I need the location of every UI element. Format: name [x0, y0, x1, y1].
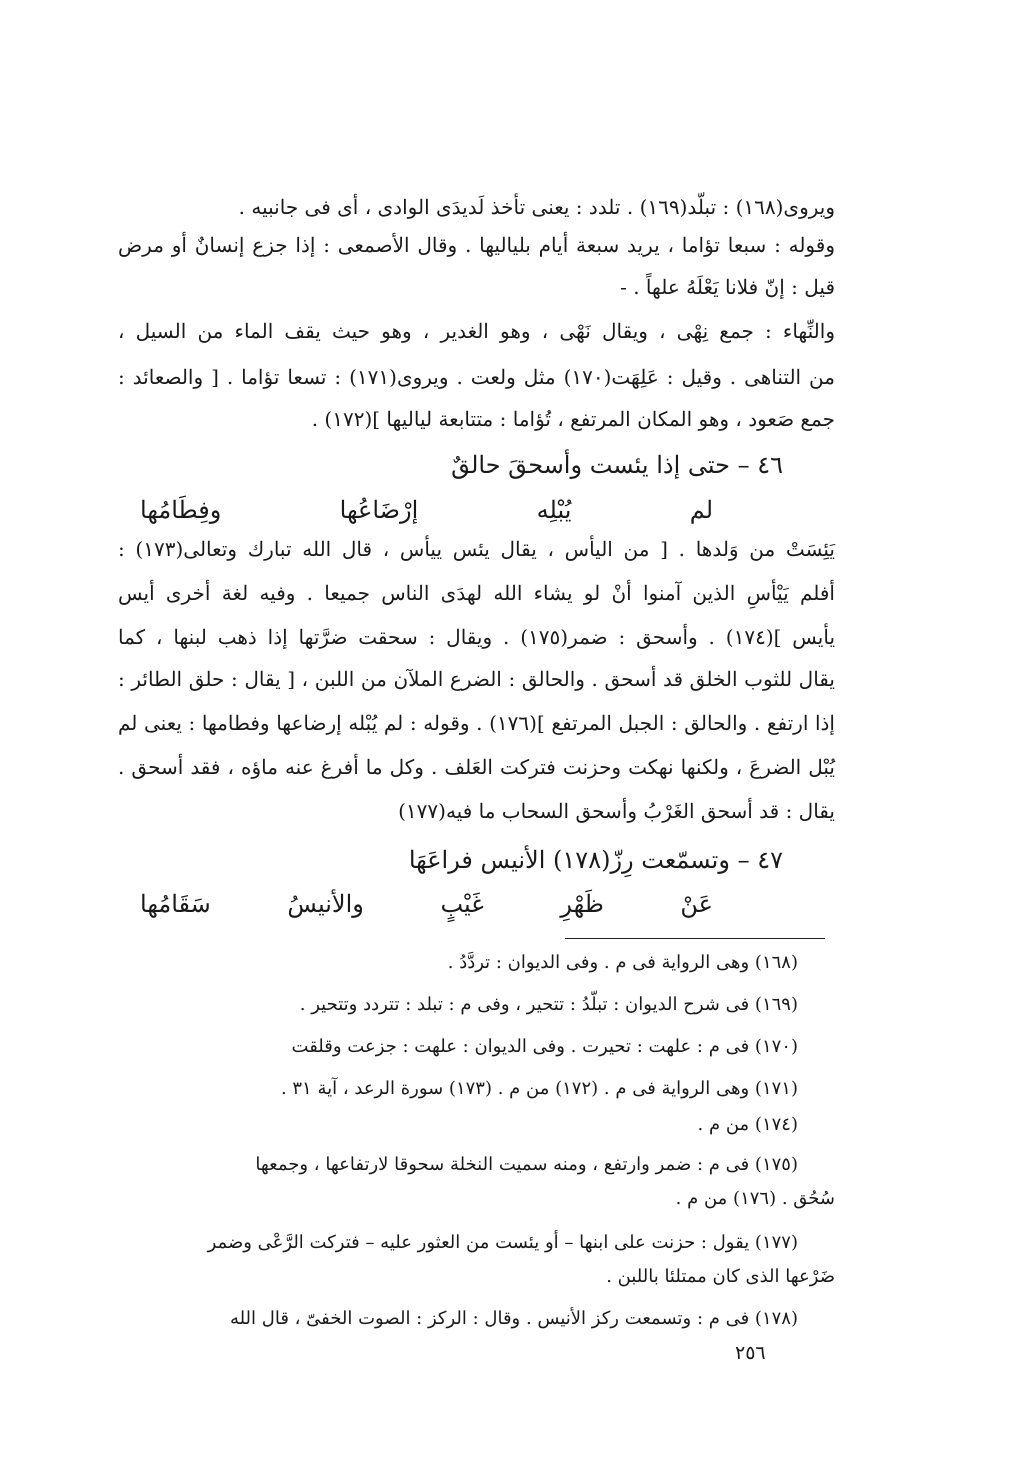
- body-line: جمع صَعود ، وهو المكان المرتفع ، تُؤاما : متتابعة لياليها ](١٧٢) .: [311, 407, 835, 431]
- commentary-line: أفلم يَيْأسِ الذين آمنوا أنْ لو يشاء الله لهدَى الناس جميعا . وفيه لغة أخرى أيس: [118, 581, 835, 605]
- commentary-line: يقال : قد أسحق الغَرْبُ وأسحق السحاب ما فيه(١٧٧): [398, 799, 835, 823]
- commentary-line: يَئِسَتْ من وَلدها . [ من اليأس ، يقال يئس ييأس ، قال الله تبارك وتعالى(١٧٣) :: [118, 537, 835, 561]
- footnote: (١٦٩) فى شرح الديوان : تبلّدُ : تتحير ، وفى م : تبلد : تتردد وتتحير .: [299, 994, 798, 1015]
- footnote: (١٧٧) يقول : حزنت على ابنها – أو يئست من العثور عليه – فتركت الرَّعْى وضمر: [207, 1232, 798, 1253]
- body-line: ويروى(١٦٨) : تبلّد(١٦٩) . تلدد : يعنى تأخذ لَديدَى الوادى ، أى فى جانبيه .: [238, 195, 835, 219]
- footnote: (١٧٠) فى م : علهت : تحيرت . وفى الديوان : علهت : جزعت وقلقت: [291, 1036, 798, 1057]
- footnote-continuation: سُحُق . (١٧٦) من م .: [675, 1188, 835, 1209]
- footnote: (١٧٤) من م .: [697, 1114, 798, 1135]
- commentary-line: يأيس ](١٧٤) . وأسحق : ضمر(١٧٥) . ويقال : سحقت ضرَّتها إذا ذهب لبنها ، كما: [118, 625, 836, 649]
- verse-46-second-hemistich: لم يُبْلِه إرْضَاعُها وفِطَامُها: [140, 496, 713, 524]
- commentary-line: إذا ارتفع . والحالق : الجبل المرتفع ](١٧٦) . وقوله : لم يُبْله إرضاعها وفطامها : يعنى لم: [118, 711, 835, 735]
- footnote: (١٧١) وهى الرواية فى م . (١٧٢) من م . (١٧٣) سورة الرعد ، آية ٣١ .: [280, 1078, 798, 1099]
- verse-47-second-hemistich: عَنْ ظَهْرِ غَيْبٍ والأنيسُ سَقَامُها: [140, 890, 713, 918]
- verse-47-first-hemistich: ٤٧ – وتسمّعت رِزّ(١٧٨) الأنيس فراعَهَا: [408, 846, 783, 874]
- body-line: والنِّهاء : جمع نِهْى ، ويقال نَهْى ، وهو الغدير ، وهو حيث يقف الماء من السيل ،: [118, 319, 835, 343]
- body-line: قيل : إنّ فلانا يَعْلَهُ علهاً . -: [620, 275, 835, 299]
- footnote-separator: [565, 938, 825, 939]
- commentary-line: يقال للثوب الخلق قد أسحق . والحالق : الضرع الملآن من اللبن ، [ يقال : حلق الطائر :: [118, 667, 835, 691]
- body-line: وقوله : سبعا تؤاما ، يريد سبعة أيام بلياليها . وقال الأصمعى : إذا جزع إنسانٌ أو مرض: [118, 233, 835, 257]
- body-line: من التناهى . وقيل : عَلِهَت(١٧٠) مثل ولعت . ويروى(١٧١) : تسعا تؤاما . [ والصعائد :: [118, 365, 835, 389]
- footnote: (١٧٨) فى م : وتسمعت ركز الأنيس . وقال : الركز : الصوت الخفىّ ، قال الله: [229, 1308, 798, 1329]
- footnote-continuation: ضَرْعها الذى كان ممتلئا باللبن .: [606, 1266, 835, 1287]
- commentary-line: يُبْل الضرعَ ، ولكنها نهكت وحزنت فتركت العَلف . وكل ما أفرغ عنه ماؤه ، فقد أسحق .: [118, 755, 835, 779]
- footnote: (١٧٥) فى م : ضمر وارتفع ، ومنه سميت النخلة سحوقا لارتفاعها ، وجمعها: [255, 1154, 798, 1175]
- verse-46-first-hemistich: ٤٦ – حتى إذا يئست وأسحقَ حالقٌ: [451, 451, 783, 479]
- page-number: ٢٥٦: [735, 1342, 766, 1364]
- footnote: (١٦٨) وهى الرواية فى م . وفى الديوان : تردَّدُ .: [447, 952, 798, 973]
